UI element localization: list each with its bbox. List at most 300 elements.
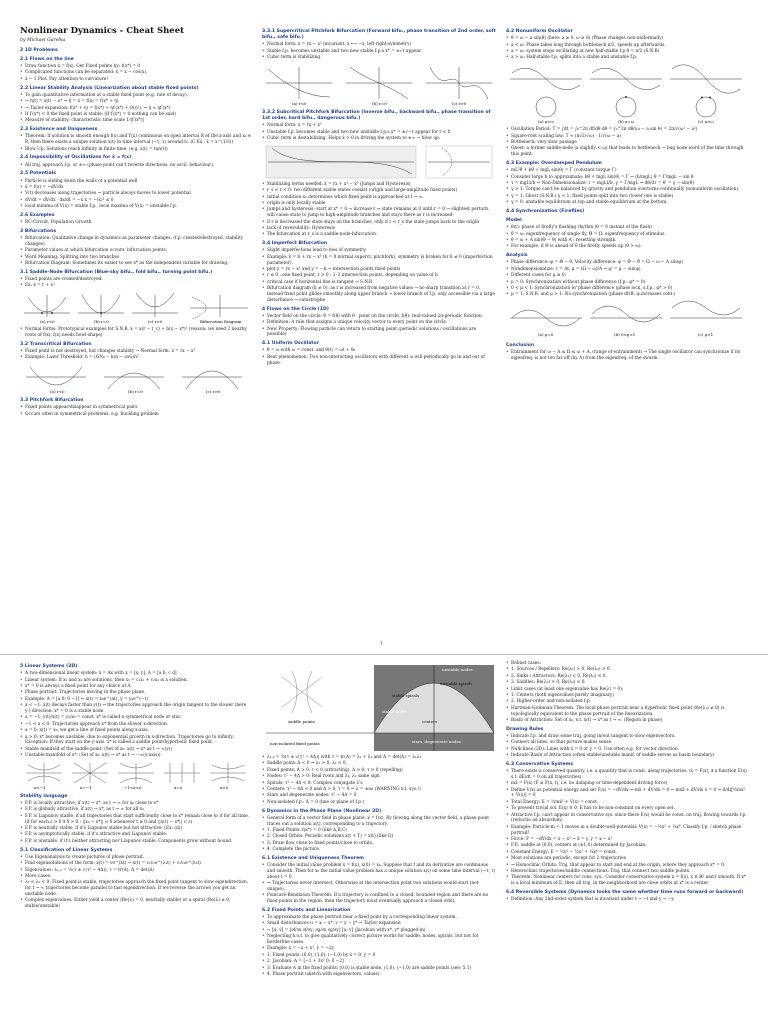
bullet-item: • γ = 0: unstable equilibrium at top and stable equilibrium at the bottom. <box>506 200 750 206</box>
bullet-item: • critical case if horizontal line is tangent → S.N.B. <box>262 280 496 286</box>
bullet-item: • Measure of stability: characteristic time scale 1/|f′(x*)| <box>20 118 252 124</box>
synchronization-figures <box>506 300 750 340</box>
bullet-list <box>262 828 496 853</box>
bullet-item: • a < −1: x(t) decays faster than y(t) → the trajectories approach the origin tangent to the slower (here y-) direction. x* = 0 is a stable node. <box>20 703 252 715</box>
bullet-list <box>20 327 252 339</box>
bullet-item: • → η(t) = x(t) − x* ⇒ η̇ = ẋ = f(x) = f(x* + η) <box>20 99 252 105</box>
ls-label-a: a<−1 <box>34 784 46 790</box>
section-6-1-existence-and-uniqueness-theorem-3 <box>262 856 496 905</box>
bullet-item: • μ = 0: Synchronization without phase difference (f.p.: φ* = 0) <box>506 280 750 286</box>
label-unstable-nodes: unstable nodes <box>442 667 473 672</box>
bullet-item: • Example: ẋ = −x + x³, ẏ = −2y <box>262 946 496 952</box>
section-block-3 <box>506 856 750 887</box>
bullet-list <box>20 277 252 289</box>
bullet-list <box>506 127 750 158</box>
bullet-item: • Connect all lines, so that picture makes sense. <box>506 740 750 746</box>
bullet-item: • F.P. is Liapunov stable, if all trajectories that start sufficiently close to x* remain close to it for all time. (if for each ε > 0 ∃ δ > 0 : ||x₀ − x*|| < δ whenever t ≥ 0 and ||x(t) − x*|| < ε) <box>20 814 252 826</box>
section-3-3-1-supercritical-pitchfork-bifurcatio-0 <box>262 29 496 61</box>
section-heading: 3.4 Imperfect Bifurcation <box>262 241 328 247</box>
label-stable-nodes: stable nodes <box>382 709 408 714</box>
section-3-2-transcritical-bifurcation-1 <box>20 342 252 361</box>
sy-label-b: (b) 0<μ<1 <box>614 332 636 338</box>
section-4-2-nonuniform-oscillator-0 <box>506 29 750 61</box>
bullet-item: • a = ω: system stops oscillating at new half-stable f.p θ = π/2 (S.N.B) <box>506 49 750 55</box>
tc-label-b: (b) r=0 <box>128 389 143 395</box>
bullet-item: • Normal form: ẋ = rx − x³ (invariant: x ⟼ −x, left-right-symmetry) <box>262 42 496 48</box>
bullet-item: • dV/dt = dV/dx · dx/dt = −ẋ ẋ = −(ẋ)² ≤ 0 <box>20 198 252 204</box>
sections-p1c1 <box>20 48 252 290</box>
pitchfork-figures <box>262 63 496 107</box>
bullet-list <box>20 134 252 152</box>
sections-p2c1b <box>20 794 252 910</box>
section-block-0 <box>506 661 750 724</box>
section-heading: 2.4 Impossibility of Oscillations for ẋ = f(x) <box>20 155 132 161</box>
section-block-0 <box>506 127 750 158</box>
bullet-item: • Jumps and hysteresis: start at x* = 0 → increase r → state remains at 0 until r = 0 → slightest perturb. will cause state to jump to high-amplitude branches and stays there as r is increased <box>262 207 496 219</box>
section-6-4-reversible-systems-dynamics-looks-th-4 <box>506 890 750 903</box>
bullet-item: • 3. Saddles: Re(λ₁) > 0, Re(λ₂) < 0. <box>506 680 750 686</box>
bullet-item: • Word Meaning: Splitting into two branches <box>20 255 252 261</box>
bullet-item: • RC-Circuit, Population Growth <box>20 220 252 226</box>
sections-p1c1b <box>20 327 252 361</box>
bullet-item: • Fixed points are created/destroyed. <box>20 277 252 283</box>
bullet-item: • Phase portrait: Trajectories moving in the phase plane. <box>20 690 252 696</box>
bullet-item: • mẍ = F(x) (F ≠ F(ẋ, t), i.e. no damping or time-dependent driving force) <box>506 781 750 787</box>
bullet-item: • Indicate Basin of Attraction (often stable/unstable manif. of saddle serves as basin boundary) <box>506 753 750 759</box>
section-heading: 6.2 Fixed Points and Linearization <box>262 907 351 913</box>
classification-diagram <box>262 663 496 753</box>
bullet-item: • 2. Closed Orbits: Periodic solutions x(t + T) = x(t) (like D) <box>262 834 496 840</box>
bullet-item: • Consider the initial value problem ẋ = f(x), x(0) = x₀. Suppose that f and its derivative are continuous and smooth. Then for x₀ the initial value problem has a unique solution x(t) on some time interval (−τ, τ) about t = 0. <box>262 863 496 880</box>
section-block-0 <box>20 327 252 339</box>
saddle-node-figures <box>20 291 252 325</box>
nu-label-b: (b) a=ω <box>618 119 634 125</box>
bullet-item: • 1. Sources / Repellers: Re(λ₁) > 0, Re(λ₂) > 0. <box>506 667 750 673</box>
bullet-item: • 1. Fixed points: (0,0), (1,0), (−1,0) by ẋ = 0, ẏ = 0 <box>262 953 496 959</box>
label-centers: centers <box>422 719 438 724</box>
section-heading: Stability language <box>20 793 68 799</box>
section-drawing-rules-1 <box>506 727 750 759</box>
bullet-item: • Square-root scaling law: T ≈ (π√2/√ω) · 1/√(ω − a) <box>506 134 750 140</box>
bullet-item: • Linear system: If x₁ and x₂ are solutions, then x₃ = c₁x₁ + c₂x₂ is a solution. <box>20 678 252 684</box>
page1-column-1 <box>20 0 252 650</box>
sections-p1c3c <box>506 343 750 362</box>
bullet-item: • Occurs often in symmetrical problems, e.g. buckling problem <box>20 412 252 418</box>
section-heading: 3.3 Pitchfork Bifurcation <box>20 398 84 404</box>
bullet-item: • θ̇ = ω − a sin(θ) (here: a ≥ 0, ω ≥ 0) (Phase changes non-uniformally) <box>506 36 750 42</box>
bullet-item: • 3. Draw flow close to fixed points/close to orbits. <box>262 841 496 847</box>
sections-p1c2 <box>262 29 496 61</box>
section-heading: Drawing Rules <box>506 726 544 732</box>
section-heading: 5 Linear Systems (2D) <box>20 664 78 669</box>
label-non-isolated: non-isolated fixed points <box>270 741 320 746</box>
bullet-item: • Use Eigenanalysis to create pictures of phase portrait. <box>20 855 252 861</box>
bullet-item: • 2. Jacobian: A = [−1 + 3x² 0; 0 −2] <box>262 959 496 965</box>
section-heading: 3.1 Saddle-Node Bifurcation (Blue-sky bifu., fold bifu., turning point bifu.) <box>20 269 213 275</box>
bullet-item: • 2. Higher-order and non-isolated f.p. <box>506 699 750 705</box>
bullet-item: • To gain quantitative information at a stable fixed point (e.g. rate of decay). <box>20 93 252 99</box>
bullet-list <box>20 671 252 759</box>
page-two <box>0 654 768 1024</box>
bullet-list <box>262 42 496 61</box>
bullet-item: • There exists a conserved quantity, i.e. a quantity that is const. along trajectories. (ẋ = F(x), ∃ a function E(x) s.t. dE/dt = 0 on all trajectories) <box>506 769 750 781</box>
bullet-list <box>506 350 750 362</box>
bullet-item: • Fixed points appear/disappear in symmetrical pairs <box>20 405 252 411</box>
bullet-item: • Define V(x) as potential energy and set F(x) = −dV/dx ⇒ mẍ + dV/dx = 0 ⇒ mẋẍ + dV/dx ẋ = 0 ⇒ d/dt[½mẋ² + V(x)] = 0 <box>506 788 750 800</box>
document-title: Nonlinear Dynamics - Cheat Sheet <box>20 26 185 36</box>
bullet-item: • Ex: ẋ = r + x² <box>20 283 252 289</box>
bullet-list <box>20 801 252 845</box>
page1-column-2 <box>262 0 496 650</box>
bullet-item: • origin is only locally stable <box>262 201 496 207</box>
section-2-5-potentials-5 <box>20 171 252 210</box>
sn-label-b: (b) r=0 <box>94 319 109 325</box>
bullet-item: • Unstable f.p. becomes stable and two new unstable f.p.s x* = ±√−r appear for r < 0 <box>262 130 496 136</box>
bullet-item: • Unstable manifold of x*: (Set of x₀: x(t) → x* as t → −∞(x-axis)) <box>20 753 252 759</box>
label-stable-spirals: stable spirals <box>392 693 420 698</box>
section-stability-language-0 <box>20 794 252 845</box>
section-heading: 6.1 Existence and Uniqueness Theorem <box>262 855 364 861</box>
section-5-linear-systems-2d-0 <box>20 664 252 759</box>
bullet-item: • More cases: <box>20 874 252 880</box>
sections-p1c2b <box>262 110 496 142</box>
section-model-3 <box>506 218 750 250</box>
bullet-item: • Particle is sliding down the walls of a potential well <box>20 179 252 185</box>
bullet-item: • Example: Laser Threshold: ṅ = (GN₀ − k)n − (αG)n² <box>20 355 252 361</box>
bullet-item: • if r is decreased the state stays on the branches, only if r < r_s the state jumps back to the origin <box>262 220 496 226</box>
bullet-item: • Theorem: Nonlinear centers for cons. sys.: Consider conservative system ẋ = f(x), x ∈ ℝ² and f smooth. If x* is a local minimum of E, then all traj. in the neighborhood are close orbits at x* is a center. <box>506 875 750 887</box>
bullet-item: • Example: A = [a 0; 0 −1] ⇒ x(t) = x₀e^(at), y = y₀e^(−t) <box>20 697 252 703</box>
bullet-item: • γ = 1: Ghost (S.N.B.) γ < 1: fixed points split into two (lower one is stable). <box>506 194 750 200</box>
section-heading: 6.4 Reversible Systems (Dynamics looks the same whether time runs forward or backward) <box>506 889 744 895</box>
bullet-item: • Basin of Attraction: Set of x₀, s.t. x(t) → x* as t → ∞. (Region in phase) <box>506 718 750 724</box>
section-5-1-classification-of-linear-systems-1 <box>20 848 252 910</box>
ls-label-e: a>0 <box>220 784 229 790</box>
section-analysis-4 <box>506 253 750 298</box>
bullet-item: • All traj. approach f.p. or ±∞ (phase point can't reverse directions, no oscil. behaviour). <box>20 163 252 169</box>
bullet-item: • a > ω: Half-stable f.p. splits into a stable and unstable f.p. <box>506 55 750 61</box>
bullet-item: • Find eigensolutions of the form: x(t) = ve^(λt) → x(t) = c₁v₁e^(λ₁t) + c₂v₂e^(λ₂t) <box>20 861 252 867</box>
subcritical-pitchfork-figure <box>262 144 496 180</box>
bullet-item: • A two-dimensional linear system: ẋ = Ax with x = [x; y], A = [a b; c d] <box>20 671 252 677</box>
bullet-item: • Nodes: τ² − 4Δ > 0: Real roots and λ₁, λ₂ same sign <box>262 774 496 780</box>
bullet-item: • a = 0: x(t) = x₀, we get a line of fixed points along x-axis. <box>20 728 252 734</box>
bullet-item: • F.P. is locally attractive, if x(t) → x*, as t → ∞ for x₀ close to x* <box>20 801 252 807</box>
bullet-item: • 4. Complete the picture. <box>262 847 496 853</box>
bullet-list <box>20 220 252 226</box>
bullet-item: • Fixed point is not destroyed, but changes stability → Normal form: ẋ = rx − x² <box>20 349 252 355</box>
bullet-item: • 3. Evaluate A in the fixed points: (0,0) is stable node, (1,0), (−1,0) are saddle points (see: 5.1) <box>262 966 496 972</box>
bullet-item: • x* = 0 is always a fixed point for any choice of A. <box>20 684 252 690</box>
page2-column-3 <box>506 655 750 1024</box>
bullet-item: • λ₂ < λ₁ < 0: Fixed point is stable, trajectories approach the fixed point tangent to slow eigendirection, for t → ∞ trajectories become parallel to fast eigendirection. If we reverse the arrows you get an unstable node. <box>20 880 252 897</box>
section-3-1-saddle-node-bifurcation-blue-sky-bif-8 <box>20 270 252 289</box>
ls-label-d: a=0 <box>174 784 183 790</box>
bullet-item: • Spirals: τ² − 4Δ < 0: Complex conjugate λ's <box>262 781 496 787</box>
section-6-dynamics-in-the-phase-plane-nonlinear--1 <box>262 809 496 828</box>
bullet-item: • τ = mgLt/b ⇒ Non-Dimensionalize: τ = mgLt/b, γ = Γ/mgL ⇒ dθ/dτ = θ′ = γ − sin(θ) <box>506 181 750 187</box>
bullet-item: • Eigenvalues: λ₁,₂ = ½(τ ± √(τ² − 4Δ)), τ = tr(A), Δ = det(A) <box>20 868 252 874</box>
bullet-item: • −1 < a < 0: Trajectories approach x* from the slower x-direction. <box>20 722 252 728</box>
bullet-item: • New Property: Flowing particle can return to starting point (periodic solutions / oscillations are possible) <box>262 327 496 339</box>
bullet-item: • Stabilizing terms needed: ẋ = rx + x³ − x⁵ (Jumps and Hysteresis) <box>262 182 496 188</box>
section-4-flows-on-the-circle-1d-2 <box>262 307 496 339</box>
section-6-2-fixed-points-and-linearization-4 <box>262 908 496 978</box>
bullet-list <box>20 93 252 124</box>
bullet-item: • θ̇ = ω with ω = const. and θ(t) = ωt + θ₀ <box>262 348 496 354</box>
section-heading: 2.6 Examples <box>20 212 55 218</box>
bullet-item: • Neglecting h.o.t. to give qualitatively correct picture works for saddle, nodes, spirals, but not for borderline cases. <box>262 934 496 946</box>
section-2-1d-problems-0 <box>20 48 252 54</box>
bullet-item: • a = −1: y(t)/x(t) = y₀/x₀ = const. x* is called a symmetrical node or star. <box>20 715 252 721</box>
bullet-item: • r_s < r < 0: two different stable states coexist (origin and large-amplitude fixed points) <box>262 188 496 194</box>
sn-label-c: (c) r>0 <box>148 319 163 325</box>
section-heading: 2 1D Problems <box>20 47 58 53</box>
section-heading: 3.2 Transcritical Bifurcation <box>20 341 92 347</box>
bullet-item: • Nondimensionalize: τ = At, μ = (Ω − ω)/A ⇒ φ′ = μ − sin(φ) <box>506 267 750 273</box>
ls-label-b: a=−1 <box>80 784 92 790</box>
bullet-item: • Draw function ẋ = f(x). Get Fixed points by: f(x*) = 0 <box>20 64 252 70</box>
bullet-list <box>20 179 252 210</box>
bullet-item: • Definition: A rule that assigns a unique velocity vector to every point on the circle. <box>262 320 496 326</box>
bullet-item: • The bifurcation at r_s is a saddle-node-bifurcation. <box>262 232 496 238</box>
bullet-item: • Blow Up: Solutions reach infinity in finite time. (e.g. ẋ(t) = tan(t)) <box>20 147 252 153</box>
section-heading: 2.3 Existence and Uniqueness <box>20 127 98 133</box>
bullet-item: • 1. Centers (both eigenvalues purely imaginary) <box>506 693 750 699</box>
label-stars-degenerate: stars, degenerate nodes <box>412 739 461 744</box>
bullet-item: • V(t) decreases along trajectories → particle always moves to lower potential <box>20 191 252 197</box>
bullet-item: • Saddle point: Δ < 0 ⇒ λ₁ > 0, λ₂ < 0. <box>262 761 496 767</box>
section-heading: 2.1 Flows on the line <box>20 56 74 62</box>
bullet-item: • a < ω: Phase takes long through bottleneck π/2, speeds up afterwards. <box>506 43 750 49</box>
label-saddle-points: saddle points <box>288 719 315 724</box>
bullet-list <box>506 36 750 61</box>
linear-system-portraits <box>20 761 252 791</box>
sn-label-diagram: Bifurcation Diagram <box>200 319 242 325</box>
section-heading: Conclusion <box>506 343 535 349</box>
section-4-4-synchronization-fireflies-2 <box>506 209 750 215</box>
bullet-item: • F.P. is globally attractive, if x(t) → x*, as t → ∞ for all x₀ <box>20 807 252 813</box>
nu-label-a: (a) a<ω <box>538 119 554 125</box>
bullet-item: • Definition: Any 2nd-order system that is invariant under t → −t and y → −y. <box>506 897 750 903</box>
section-3-3-pitchfork-bifurcation-0 <box>20 398 252 417</box>
bullet-item: • → Taylor expansion: f(x* + η) = f(x*) + ηf′(x*) + O(η²), ⇒ η̇ ≈ ηf′(x*) <box>20 106 252 112</box>
bullet-item: • Ghost: a former saddle-node (a slightly < ω) that leads to bottleneck → bug node word of the time through this point. <box>506 146 750 158</box>
bullet-item: • Attractive f.p. can't appear in conservative sys. since there E(x) would be const. on traj. flowing towards f.p. (reductio ad absurdum) <box>506 813 750 825</box>
bullet-item: • Bifurcation diagram (h ≠ 0): as r is increased from negative values → no sharp transition at r = 0, instead fixed point glides smoothly along upper branch → lower branch of f.p. only accessible via a large disturbance → catastrophe <box>262 286 496 303</box>
pf-label-b: (b) r=0 <box>372 100 387 106</box>
bullet-list <box>262 816 496 828</box>
bullet-list <box>20 163 252 169</box>
section-4-1-uniform-oscillator-3 <box>262 341 496 366</box>
bullet-item: • Cubic term is stabilizing. <box>262 55 496 61</box>
bullet-item: • Parameter values at which bifurcation occurs: bifurcation points. <box>20 248 252 254</box>
section-3-3-2-subcritical-pitchfork-bifurcation--0 <box>262 110 496 142</box>
bullet-item: • r ≤ 0 : one fixed point, r > 0 : 1–3 intersection points, depending on value of h <box>262 273 496 279</box>
bullet-item: • Heteroclinic trajectories/saddle connections: Traj. that connect two saddle points. <box>506 869 750 875</box>
bullet-item: • F.P. is asymptotically stable, if it's attractive and Liapunov stable. <box>20 832 252 838</box>
bullet-list <box>506 661 750 724</box>
nu-label-c: (c) a>ω <box>698 119 714 125</box>
bullet-item: • Complicated functions can be separated: ẋ = x − cos(x). <box>20 70 252 76</box>
bullet-item: • Stable f.p. becomes unstable and two new stable f.p.s x* = ±√r appear. <box>262 49 496 55</box>
section-heading: 4.4 Synchronization (Fireflies) <box>506 208 585 214</box>
bullet-list <box>20 405 252 417</box>
page2-column-2 <box>262 655 496 1024</box>
pf-label-a: (a) r<0 <box>292 100 307 106</box>
section-2-2-linear-stability-analysis-linearizat-2 <box>20 86 252 125</box>
section-3-4-imperfect-bifurcation-1 <box>262 241 496 303</box>
bullet-item: • Beat phenomenon: Two non-interacting oscillators with different ω will periodically go in and out of phase. <box>262 355 496 367</box>
tc-label-a: (a) r<0 <box>50 389 65 395</box>
bullet-item: • Different cases for μ ≥ 0: <box>506 273 750 279</box>
bullet-item: • Complex eigenvalues: Either yield a center (Re(λ) = 0, neutrally stable) or a spiral (Re(λ) ≠ 0, stable/unstable) <box>20 898 252 910</box>
bullet-item: • Example: Particle m = 1 moves in a double-well-potential: V(x) = −½x² + ¼x⁴. Classify f.p. / sketch phase portrait! <box>506 825 750 837</box>
bullet-item: • ẋ − 1 Plot. Pay attention to curvature! <box>20 77 252 83</box>
bullet-item: • If f′(x*) < 0 the fixed point is stable. (If f′(x*) = 0 nothing can be said) <box>20 112 252 118</box>
page2-column-1 <box>20 655 252 1024</box>
section-heading: 5.1 Classification of Linear Systems <box>20 847 113 853</box>
bullet-item: • mL²θ̈ + bθ̇ + mgL sin(θ) = Γ (constant torque Γ) <box>506 168 750 174</box>
bullet-item: • F.P. is neutrally stable, if it's Liapunov stable but not attractive. (Ex: (d)) <box>20 826 252 832</box>
section-block-0 <box>262 755 496 806</box>
bullet-item: • Bifurcation Diagram: Sometimes its easier to see x* as the independent variable for drawing. <box>20 261 252 267</box>
bullet-item: • plot y = rx − x³ and y = −h → intersection points fixed points <box>262 267 496 273</box>
sy-label-a: (a) μ=0 <box>538 332 554 338</box>
bullet-item: • Nullclines (2D): Lines with ẋ = 0 or ẏ = 0. Use often e.g. for vector direction. <box>506 747 750 753</box>
bullet-list <box>506 260 750 298</box>
section-block-0 <box>262 182 496 238</box>
bullet-item: • 0 < μ < 1: Synchronization w/ phase difference (phase lock, s.f.p.: φ* > 0) <box>506 286 750 292</box>
bullet-list <box>20 64 252 83</box>
section-4-3-example-overdamped-pendulum-1 <box>506 161 750 206</box>
bullet-item: • Most solutions are periodic, except for 2 trajectories <box>506 856 750 862</box>
sections-p1c3 <box>506 29 750 61</box>
bullet-item: • Bifurcation: Qualitative change in dynamics as parameter changes. (f.p. created/destroyed, stability changes) <box>20 236 252 248</box>
bullet-list <box>506 769 750 856</box>
bullet-item: • Constant Energy: E = ½y² − ½x² + ¼x⁴ = const. <box>506 850 750 856</box>
bullet-item: • 2. Sinks / Attractors: Re(λ₁) < 0, Re(λ₂) < 0. <box>506 674 750 680</box>
sections-p2c2 <box>262 755 496 978</box>
bullet-list <box>262 123 496 142</box>
section-heading: Model <box>506 218 522 224</box>
section-heading: 4.3 Example: Overdamped Pendulum <box>506 160 602 166</box>
bullet-item: • Small disturbances u = x − x*, v = y − y* → Taylor expansion <box>262 921 496 927</box>
bullet-item: • initial condition x₀ determines which fixed point is approached at t → ∞. <box>262 195 496 201</box>
bullet-item: • To approximate the phase portrait near a fixed point by a corresponding linear system. <box>262 915 496 921</box>
bullet-item: • Fixed points: Δ > 0, τ < 0 (attracting), Δ > 0, τ > 0 (repelling) <box>262 768 496 774</box>
section-2-1-flows-on-the-line-1 <box>20 57 252 83</box>
page-number: 1 <box>380 640 383 645</box>
bullet-item: • ⇒ Trajectories never intersect. Otherwise at the intersection point two solutions would start (not unique). <box>262 881 496 893</box>
bullet-item: • Non-isolated f.p.: Δ = 0 (line or plane of f.p.) <box>262 800 496 806</box>
bullet-item: • Vector field on the circle: θ̇ = f(θ) with θ · point on the circle, f(θ): real-valued 2π-periodic function. <box>262 314 496 320</box>
ls-label-c: −1<a<0 <box>124 784 142 790</box>
bullet-item: • → [u̇; v̇] = [∂f/∂x ∂f/∂y; ∂g/∂x ∂g/∂y] [u; v] (Jacobian with x*, y* plugged-in) <box>262 928 496 934</box>
bullet-item: • Bottleneck: very slow passage <box>506 140 750 146</box>
bullet-list <box>262 182 496 238</box>
bullet-list <box>506 897 750 903</box>
bullet-item: • F.P.: saddle at (0,0), centers at (±1,0) determined by Jacobian. <box>506 843 750 849</box>
section-heading: 2.2 Linear Stability Analysis (Linearization about stable fixed points) <box>20 85 199 91</box>
sections-p1c1c <box>20 398 252 417</box>
bullet-item: • F.P. is unstable, if it's neither attracting nor Liapunov stable. Components grow without bound. <box>20 839 252 845</box>
section-heading: 4.1 Uniform Oscillator <box>262 341 319 347</box>
bullet-item: • General form of a vector field in phase plane: ẋ = f(x). By flowing along the vector field, a phase point traces out a solution x(t), corresponding to a trajectory. <box>262 816 496 828</box>
bullet-item: • θ(t): phase of firefly's flashing rhythm (θ = 0 instant of the flash) <box>506 225 750 231</box>
section-heading: 6.3 Conservative Systems <box>506 761 574 767</box>
section-heading: 3.3.2 Subcritical Pitchfork Bifurcation (Inverse bifu., backward bifu., phase transition of 1st order, hard bifu., dangerous bifu.) <box>262 109 491 122</box>
sections-p2c3 <box>506 661 750 903</box>
pf-label-c: (c) r>0 <box>452 100 467 106</box>
bullet-item: • ẋ = f(x) = −dV/dx <box>20 185 252 191</box>
section-6-3-conservative-systems-2 <box>506 762 750 856</box>
section-heading: 3 Bifurcations <box>20 228 57 234</box>
section-3-bifurcations-7 <box>20 229 252 267</box>
tc-label-c: (c) r>0 <box>206 389 221 395</box>
label-unstable-spirals: unstable spirals <box>440 681 473 686</box>
bullet-item: • Slight imperfections lead to loss of symmetry. <box>262 248 496 254</box>
bullet-item: • 4. Phase portrait (sketch with eigenvectors, values). <box>262 972 496 978</box>
bullet-item: • Entrainment for ω − A ≤ Ω ≤ ω + A. (range of entrainment) → The single oscillator can synchronize if its eigenfreq. is not too far off (by A) from the eigenfreq. of the swarm. <box>506 350 750 362</box>
section-conclusion-0 <box>506 343 750 362</box>
bullet-list <box>20 855 252 910</box>
transcritical-figures <box>20 363 252 395</box>
bullet-item: • lack of reversibility: Hysteresis <box>262 226 496 232</box>
bullet-item: • Theorem: If solution is smooth enough f(x) and f′(x) continuous on open interval R of the x-axis and x₀ ∈ R, then there exists a unique solution x(t) in time interval (−τ, τ) around t₀. (C.Ex.: ẋ = x^(1/3)) <box>20 134 252 146</box>
bullet-list <box>262 348 496 366</box>
section-heading: 2.5 Potentials <box>20 171 57 177</box>
bullet-item: • Stable manifold of the saddle point: (Set of x₀: x(t) → x* as t → ∞(y)) <box>20 747 252 753</box>
section-heading: 4 Flows on the Circle (1D) <box>262 306 329 312</box>
bullet-list <box>506 856 750 887</box>
bullet-list <box>262 314 496 338</box>
bullet-list <box>506 734 750 759</box>
bullet-list <box>262 248 496 303</box>
bullet-item: • a > 0: x* becomes unstable, due to exponential growth in x-direction. Trajectories go to infinity. Exception: If they start on the y-axis. x* is called a saddle point/hyperbolic fixed point. <box>20 735 252 747</box>
bullet-item: • Force: F = −dV/dx = x − x³ ⇒ ẋ = y, ẏ = x − x³ <box>506 837 750 843</box>
section-heading: 4.2 Nonuniform Oscillator <box>506 29 573 34</box>
bullet-list <box>262 755 496 806</box>
bullet-item: • Normal forms: Prototypical examples for S.N.B. ẋ = a(r − r_c) + b(x − x*)² (reason: we need 2 nearby roots of f(x), f(x) needs bowl-shape) <box>20 327 252 339</box>
section-2-4-impossibility-of-oscillations-for-f--4 <box>20 155 252 168</box>
bullet-item: • 1. Fixed Points: f(x*) = 0 (like A,B,C) <box>262 828 496 834</box>
bullet-list <box>20 349 252 361</box>
bullet-list <box>262 863 496 905</box>
bullet-item: • Example: ẋ = h + rx − x³ (h = 0 normal supercr. pitchfork), symmetry is broken for h ≠ 0 (imperfection parameter). <box>262 255 496 267</box>
bullet-list <box>262 915 496 978</box>
bullet-item: • Cubic term is destabilizing. Helps ẋ > 0 in driving the system to ±∞ → blow up. <box>262 136 496 142</box>
bullet-item: • θ̇ = ω: eigenfrequency of single fly, Θ̇ = Ω: eigenfrequency of stimulus. <box>506 232 750 238</box>
bullet-item: • Consider large b to approximate: bθ̇ + mgL sin(θ) = Γ ⇒ (b/mgL) θ̇ = Γ/mgL − sin θ <box>506 175 750 181</box>
bullet-item: • Robust cases: <box>506 661 750 667</box>
bullet-item: • γ > 1: Torque can't be balanced by gravity and pendulum overturns continually (nonuniform oscillation). <box>506 187 750 193</box>
section-block-2 <box>262 828 496 853</box>
nonuniform-oscillator-figures <box>506 63 750 125</box>
bullet-item: • μ = 1: S.N.B. and μ > 1: No synchronization (phase drift, φ increases cont.) <box>506 292 750 298</box>
sections-p1c3b <box>506 127 750 298</box>
section-heading: 3.3.1 Supercritical Pitchfork Bifurcation (Forward bifu., phase transition of 2nd order, soft bifu., safe bifu.) <box>262 29 496 41</box>
bullet-item: • Total Energy: E = ½mẋ² + V(x) = const. <box>506 800 750 806</box>
sections-p1c2c <box>262 182 496 366</box>
bullet-list <box>506 225 750 250</box>
section-2-3-existence-and-uniqueness-3 <box>20 127 252 152</box>
bullet-item: • Poincaré-Bendixson Theorem: If a trajectory is confined to a closed, bounded region and there are no fixed points in the region, then the trajectory must eventually approach a closed orbit. <box>262 893 496 905</box>
bullet-item: • θ̇ = ω + A sin(Θ − θ) with A : resetting strength <box>506 238 750 244</box>
bullet-item: • Indicate f.p. and draw some traj. going in/out tangent to slow eigenvectors. <box>506 734 750 740</box>
bullet-item: • ⇒ Homoclinic Orbits: Traj. that appear to start and end at the origin, where they approach x* = 0. <box>506 863 750 869</box>
sy-label-c: (c) μ>1 <box>698 332 714 338</box>
